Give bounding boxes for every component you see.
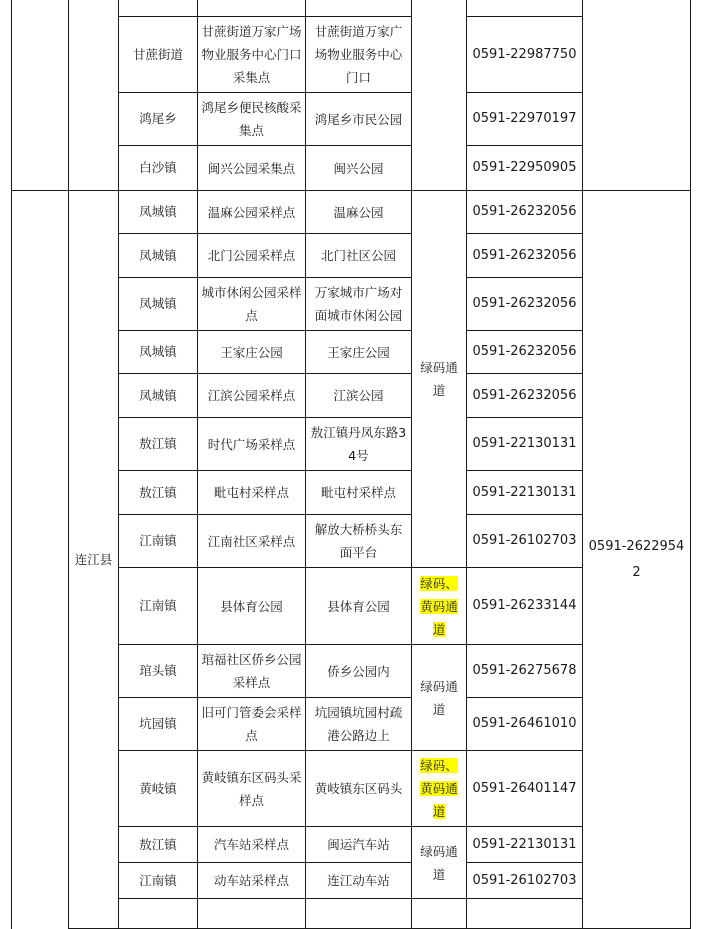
phone-cell: 0591-22130131 xyxy=(467,827,583,863)
phone-cell: 0591-26232056 xyxy=(467,278,583,331)
town-cell: 江南镇 xyxy=(119,515,198,568)
town-cell: 甘蔗街道 xyxy=(119,17,198,93)
town-cell: 琯头镇 xyxy=(119,645,198,698)
phone-cell: 0591-26232056 xyxy=(467,374,583,418)
testing-sites-table xyxy=(11,0,691,929)
address-cell: 连江动车站 xyxy=(306,863,412,899)
site-cell: 时代广场采样点 xyxy=(198,418,306,471)
table-row xyxy=(12,191,691,234)
phone-cell: 0591-22987750 xyxy=(467,17,583,93)
town-cell: 坑园镇 xyxy=(119,698,198,751)
site-cell: 鸿尾乡便民核酸采集点 xyxy=(198,93,306,146)
town-cell: 凤城镇 xyxy=(119,331,198,374)
site-cell: 琯福社区侨乡公园采样点 xyxy=(198,645,306,698)
site-cell: 毗屯村采样点 xyxy=(198,471,306,515)
address-cell: 闽兴公园 xyxy=(306,146,412,191)
town-cell: 鸿尾乡 xyxy=(119,93,198,146)
address-cell: 毗屯村采样点 xyxy=(306,471,412,515)
site-cell: 江南社区采样点 xyxy=(198,515,306,568)
site-cell: 江滨公园采样点 xyxy=(198,374,306,418)
channel-cell: 绿码通道 xyxy=(412,645,467,751)
channel-cell: 绿码通道 xyxy=(412,827,467,899)
phone-cell: 0591-26232056 xyxy=(467,234,583,278)
phone-cell: 0591-26275678 xyxy=(467,645,583,698)
phone-cell: 0591-26232056 xyxy=(467,331,583,374)
address-cell: 北门社区公园 xyxy=(306,234,412,278)
address-cell: 温麻公园 xyxy=(306,191,412,234)
channel-cell xyxy=(412,751,467,827)
channel-cell: 绿码通道 xyxy=(412,191,467,568)
site-cell: 县体育公园 xyxy=(198,568,306,645)
town-cell: 凤城镇 xyxy=(119,374,198,418)
town-cell: 江南镇 xyxy=(119,568,198,645)
phone-cell: 0591-22950905 xyxy=(467,146,583,191)
town-cell: 黄岐镇 xyxy=(119,751,198,827)
town-cell: 敖江镇 xyxy=(119,471,198,515)
town-cell: 凤城镇 xyxy=(119,278,198,331)
phone-cell: 0591-26461010 xyxy=(467,698,583,751)
site-cell: 北门公园采样点 xyxy=(198,234,306,278)
address-cell: 敖江镇丹凤东路34号 xyxy=(306,418,412,471)
phone-cell: 0591-26102703 xyxy=(467,863,583,899)
phone-cell: 0591-26232056 xyxy=(467,191,583,234)
phone-cell: 0591-26233144 xyxy=(467,568,583,645)
phone-cell: 0591-22130131 xyxy=(467,471,583,515)
table-row xyxy=(12,0,691,17)
site-cell: 动车站采样点 xyxy=(198,863,306,899)
site-cell: 甘蔗街道万家广场物业服务中心门口采集点 xyxy=(198,17,306,93)
phone-cell: 0591-26102703 xyxy=(467,515,583,568)
phone-cell: 0591-22970197 xyxy=(467,93,583,146)
town-cell: 白沙镇 xyxy=(119,146,198,191)
address-cell: 鸿尾乡市民公园 xyxy=(306,93,412,146)
phone-cell: 0591-22130131 xyxy=(467,418,583,471)
site-cell: 城市休闲公园采样点 xyxy=(198,278,306,331)
town-cell: 江南镇 xyxy=(119,863,198,899)
town-cell: 敖江镇 xyxy=(119,827,198,863)
address-cell: 黄岐镇东区码头 xyxy=(306,751,412,827)
town-cell: 凤城镇 xyxy=(119,234,198,278)
town-cell: 敖江镇 xyxy=(119,418,198,471)
highlighted-channel: 绿码、黄码通道 xyxy=(420,758,458,819)
address-cell: 闽运汽车站 xyxy=(306,827,412,863)
town-cell: 凤城镇 xyxy=(119,191,198,234)
highlighted-channel: 绿码、黄码通道 xyxy=(420,575,458,637)
address-cell: 解放大桥桥头东面平台 xyxy=(306,515,412,568)
site-cell: 黄岐镇东区码头采样点 xyxy=(198,751,306,827)
phone-cell: 0591-26401147 xyxy=(467,751,583,827)
site-cell: 温麻公园采样点 xyxy=(198,191,306,234)
site-cell: 王家庄公园 xyxy=(198,331,306,374)
address-cell: 王家庄公园 xyxy=(306,331,412,374)
site-cell: 闽兴公园采集点 xyxy=(198,146,306,191)
site-cell: 旧可门管委会采样点 xyxy=(198,698,306,751)
address-cell: 县体育公园 xyxy=(306,568,412,645)
address-cell: 江滨公园 xyxy=(306,374,412,418)
address-cell: 侨乡公园内 xyxy=(306,645,412,698)
address-cell: 甘蔗街道万家广场物业服务中心门口 xyxy=(306,17,412,93)
site-cell: 汽车站采样点 xyxy=(198,827,306,863)
county-phone-cell: 0591-26229542 xyxy=(583,191,691,929)
address-cell: 坑园镇坑园村疏港公路边上 xyxy=(306,698,412,751)
channel-cell xyxy=(412,568,467,645)
county-cell: 连江县 xyxy=(69,191,119,929)
address-cell: 万家城市广场对面城市休闲公园 xyxy=(306,278,412,331)
